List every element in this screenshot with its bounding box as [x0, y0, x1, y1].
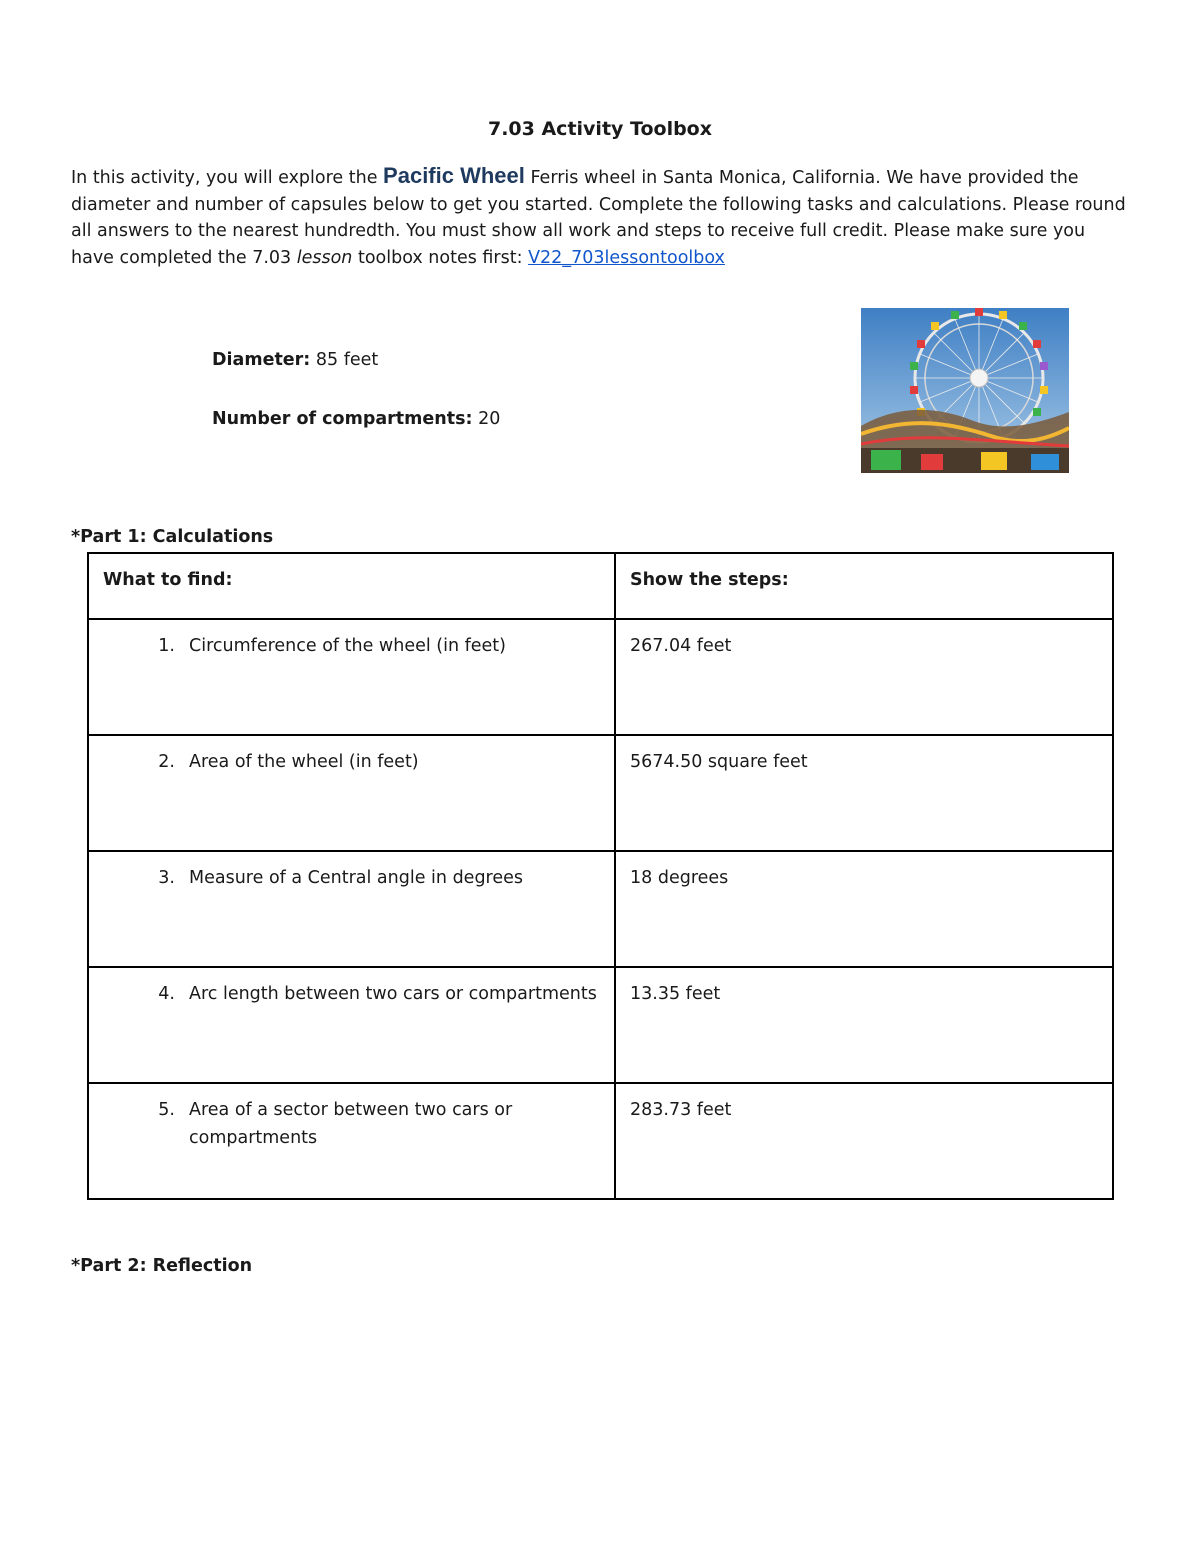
answer-cell[interactable] [615, 1083, 1113, 1199]
find-text: Measure of a Central angle in degrees [189, 868, 524, 888]
table-row [88, 1083, 1113, 1199]
find-cell [88, 1083, 615, 1199]
ferris-wheel-photo [861, 308, 1069, 473]
answer-text: 5674.50 square feet [630, 752, 808, 772]
header-show-steps: Show the steps: [615, 553, 1113, 619]
lesson-toolbox-link[interactable]: V22_703lessontoolbox [528, 247, 725, 268]
find-cell [88, 967, 615, 1083]
answer-cell[interactable] [615, 619, 1113, 735]
find-cell [88, 619, 615, 735]
find-text: Circumference of the wheel (in feet) [189, 636, 506, 656]
intro-text-1: In this activity, you will explore the [71, 168, 384, 188]
answer-cell[interactable] [615, 967, 1113, 1083]
table-row [88, 619, 1113, 735]
find-cell [88, 851, 615, 967]
diameter-fact [212, 350, 378, 370]
part2-heading: *Part 2: Reflection [71, 1256, 253, 1276]
answer-text: 18 degrees [630, 868, 729, 888]
answer-text: 267.04 feet [630, 636, 732, 656]
calculations-table [87, 552, 1114, 1200]
find-cell [88, 735, 615, 851]
intro-italic-lesson: lesson [296, 247, 353, 268]
intro-paragraph [71, 163, 1131, 271]
item-number: 4. [158, 984, 175, 1004]
diameter-label: Diameter: [212, 350, 311, 370]
table-row [88, 851, 1113, 967]
item-number: 1. [158, 636, 175, 656]
answer-text: 283.73 feet [630, 1100, 732, 1120]
part1-heading: *Part 1: Calculations [71, 527, 274, 547]
intro-text-2: Ferris wheel in Santa Monica, California. We have provided the diameter and number of capsules below to get you started. Complete the following tasks and calculations. Please round all answers to the nearest hundredth. You must show all work and steps to receive full credit. Please make sure you have completed the 7.03 [71, 168, 1126, 268]
compartments-value: 20 [472, 409, 501, 429]
find-text: Area of a sector between two cars or compartments [189, 1100, 513, 1148]
page-title: 7.03 Activity Toolbox [487, 118, 712, 140]
header-what-to-find: What to find: [88, 553, 615, 619]
diameter-value: 85 feet [310, 350, 379, 370]
find-text: Area of the wheel (in feet) [189, 752, 419, 772]
answer-cell[interactable] [615, 735, 1113, 851]
table-header-row [88, 553, 1113, 619]
find-text: Arc length between two cars or compartments [189, 984, 597, 1004]
compartments-label: Number of compartments: [212, 409, 473, 429]
table-row [88, 735, 1113, 851]
intro-text-3: toolbox notes first: [352, 247, 529, 268]
answer-cell[interactable] [615, 851, 1113, 967]
item-number: 2. [158, 752, 175, 772]
pacific-wheel-highlight: Pacific Wheel [383, 163, 525, 188]
item-number: 3. [158, 868, 175, 888]
item-number: 5. [158, 1100, 175, 1120]
answer-text: 13.35 feet [630, 984, 721, 1004]
compartments-fact [212, 409, 500, 429]
table-row [88, 967, 1113, 1083]
